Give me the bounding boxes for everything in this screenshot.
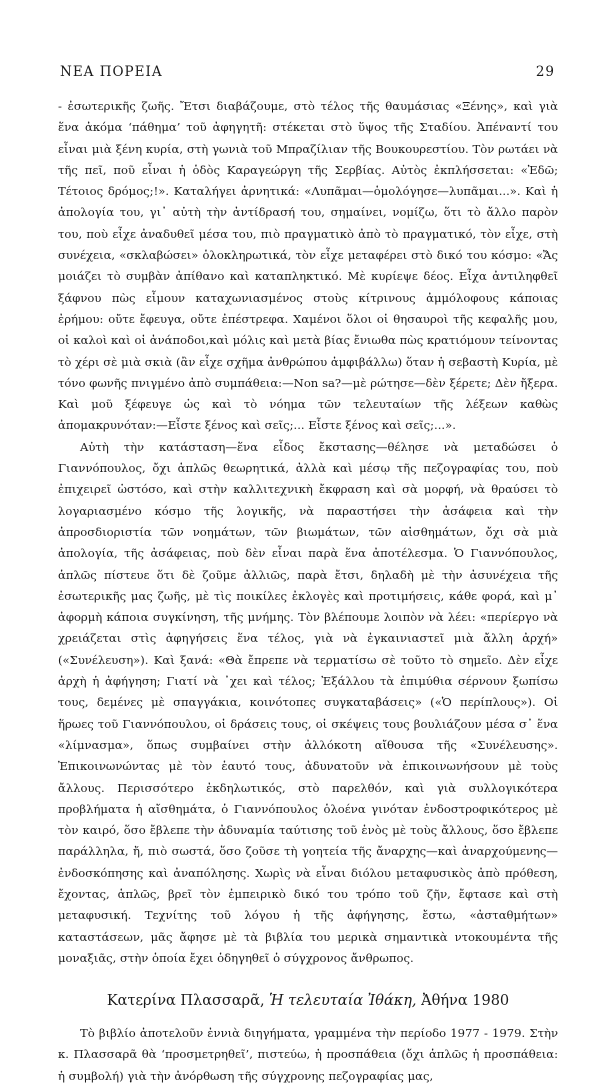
journal-title: ΝΕΑ ΠΟΡΕΙΑ	[60, 64, 163, 80]
review-place-year: Ἀθήνα 1980	[421, 993, 510, 1010]
review-book-title: Ἡ τελευταία Ἰθάκη,	[269, 993, 417, 1010]
review-paragraph: Τὸ βιβλίο ἀποτελοῦν ἐννιὰ διηγήματα, γραμμένα τὴν περίοδο 1977 - 1979. Στὴν κ. Πλασσαρᾶ θὰ ‘προσμετρηθεῖ’, πιστεύω, ἡ προσπάθεια (ὄχι ἁπλῶς ἡ προσπάθεια: ἡ συμβολή) γιὰ τὴν ἀνόρθωση τῆς σύγχρονης πεζογραφίας μας,	[58, 1026, 558, 1083]
review-author: Κατερίνα Πλασσαρᾶ,	[106, 993, 265, 1010]
running-header	[60, 64, 555, 86]
paragraph-1: - ἐσωτερικῆς ζωῆς. Ἔτσι διαβάζουμε, στὸ τέλος τῆς θαυμάσιας «Ξένης», καὶ γιὰ ἕνα ἀκόμα ‘πάθημα’ τοῦ ἀφηγητῆ: στέκεται στὸ ὕψος τῆς Σταδίου. Ἀπέναντί του εἶναι μιὰ ξένη κυρία, στὴ γωνιὰ τοῦ Μπραζίλιαν τῆς Βουκουρεστίου. Τὸν ρωτάει νὰ τῆς πεῖ, ποῦ εἶναι ἡ ὁδὸς Καραγεώργη τῆς Σερβίας. Αὐτὸς ἐκπλήσσεται: «Ἐδῶ; Τέτοιος δρόμος;!». Καταλήγει ἀρνητικά: «Λυπᾶμαι—ὁμολόγησε—λυπᾶμαι...». Καὶ ἡ ἀπολογία του, γι᾽ αὐτὴ τὴν ἀντίδρασή του, σημαίνει, νομίζω, ὅτι τὸ ἄλλο παρὸν του, ποὺ εἶχε ἀναδυθεῖ μέσα του, πιὸ πραγματικὸ ἀπὸ τὸ πραγματικό, τὸν εἶχε, στὴ συνέχεια, «σκλαβώσει» ὁλοκληρωτικά, τὸν εἶχε μεταφέρει στὸ δικό του κόσμο: «Ἄς μοιάζει τὸ συμβὰν ἀπίθανο καὶ καταπληκτικό. Μὲ κυρίεψε δέος. Εἶχα ἀντιληφθεῖ ξάφνου πὼς εἶμουν καταχωνιασμένος στοὺς κίτρινους ἀμμόλοφους κάποιας ἐρήμου: οὔτε ἔφευγα, οὔτε ἐπέστρεφα. Χαμένοι ὅλοι οἱ θησαυροὶ τῆς κεφαλῆς μου, οἱ καλοὶ καὶ οἱ ἀνάποδοι,καὶ μόλις καὶ μετὰ βίας ἔνιωθα πὼς κρατιόμουν τείνοντας τὸ χέρι σὲ μιὰ σκιὰ (ἂν εἶχε σχῆμα ἀνθρώπου ἀμφιβάλλω) ὅταν ἡ σεβαστὴ Κυρία, μὲ τόνο φωνῆς πνιγμένο ἀπὸ συμπάθεια:—Non sa?—μὲ ρώτησε—δὲν ξέρετε; Δὲν ἤξερα. Καὶ μοῦ ξέφευγε ὡς καὶ τὸ νόημα τῶν τελευταίων τῆς λέξεων καθὼς ἀπομακρυνόταν:—Εἶστε ξένος καὶ σεῖς;... Εἶστε ξένος καὶ σεῖς;...».	[58, 99, 558, 433]
paragraph-2: Αὐτὴ τὴν κατάσταση—ἕνα εἶδος ἔκστασης—θέλησε νὰ μεταδώσει ὁ Γιαννόπουλος, ὄχι ἁπλῶς θεωρητικά, ἀλλὰ καὶ μέσῳ τῆς πεζογραφίας του, ποὺ ἐπιχειρεῖ ὡστόσο, καὶ στὴν καλλιτεχνικὴ ἔκφραση καὶ σὰ μορφή, νὰ θραύσει τὸ λογαριασμένο κόσμο τῆς λογικῆς, νὰ παραστήσει τὴν ἀσάφεια καὶ τὴν ἀπροσδιοριστία τῶν νοημάτων, τῶν βιωμάτων, τῶν αἰσθημάτων, ὄχι σὰ μιὰ ἀπολογία, τῆς ἀσάφειας, ποὺ δὲν εἶναι παρὰ ἕνα ἀποτέλεσμα. Ὁ Γιαννόπουλος, ἁπλῶς πίστευε ὅτι δὲ ζοῦμε ἀλλιῶς, παρὰ ἔτσι, δηλαδὴ μὲ τὴν ἀσυνέχεια τῆς ἐσωτερικῆς μας ζωῆς, μὲ τὶς ποικίλες ἐκλογὲς καὶ προτιμήσεις, κάθε φορά, καὶ μ᾽ ἀφορμὴ κάποια συγκίνηση, τῆς μνήμης. Τὸν βλέπουμε λοιπὸν νὰ λέει: «περίεργο νὰ χρειάζεται στὶς ἀφηγήσεις ἕνα τέλος, γιὰ νὰ ἐγκαινιαστεῖ μιὰ ἄλλη ἀρχή» («Συνέλευση»). Καὶ ξανά: «Θὰ ἔπρεπε νὰ τερματίσω σὲ τοῦτο τὸ σημεῖο. Δὲν εἶχε ἀρχὴ ἡ ἀφήγηση; Γιατί νὰ ᾽χει καὶ τέλος; Ἐξάλλου τὰ ἐπιμύθια σέρνουν ξωπίσω τους, δεμένες μὲ σπαγγάκια, κοινότοπες συγκαταβάσεις» («Ὁ περίπλους»). Οἱ ἥρωες τοῦ Γιαννόπουλου, οἱ δράσεις τους, οἱ σκέψεις τους βουλιάζουν μέσα σ᾽ ἕνα «λίμνασμα», ὅπως συμβαίνει στὴν ἀλλόκοτη αἴθουσα τῆς «Συνέλευσης». Ἐπικοινωνώντας μὲ τὸν ἑαυτό τους, ἀδυνατοῦν νὰ ἐπικοινωνήσουν μὲ τοὺς ἄλλους. Περισσότερο ἐκδηλωτικός, στὸ παρελθόν, καὶ γιὰ συλλογικότερα προβλήματα ἡ αἴσθημάτα, ὁ Γιαννόπουλος ὁλοένα γινόταν ἐνδοστροφικότερος μὲ τὸν καιρό, ὅσο ἔβλεπε τὴν ἀδυναμία ταύτισης τοῦ ἑνὸς μὲ τοὺς ἄλλους, ὅσο ἔβλεπε παράλληλα, ἤ, πιὸ σωστά, ὅσο ζοῦσε τὴ γοητεία τῆς ἄναρχης—καὶ ἀναρχούμενης—ἐνδοσκόπησης καὶ ἀναπόλησης. Χωρὶς νὰ εἶναι διόλου μεταφυσικὸς ἀπὸ πρόθεση, ἔχοντας, ἁπλῶς, βρεῖ τὸν ἐμπειρικὸ δικό του τρόπο τοῦ ζῆν, ἔφτασε καὶ στὴ μεταφυσική. Τεχνίτης τοῦ λόγου ἡ τῆς ἀφήγησης, ἔστω, «ἀσταθμήτων» καταστάσεων, μᾶς ἄφησε μὲ τὰ βιβλία του μερικὰ σημαντικὰ ντοκουμέντα τῆς μοναξιᾶς, στὴν ὁποία ἔχει ὁδηγηθεῖ ὁ σύγχρονος ἄνθρωπος.	[58, 439, 558, 965]
review-heading	[58, 991, 558, 1011]
page-number: 29	[535, 64, 555, 80]
article-body	[58, 96, 558, 1087]
